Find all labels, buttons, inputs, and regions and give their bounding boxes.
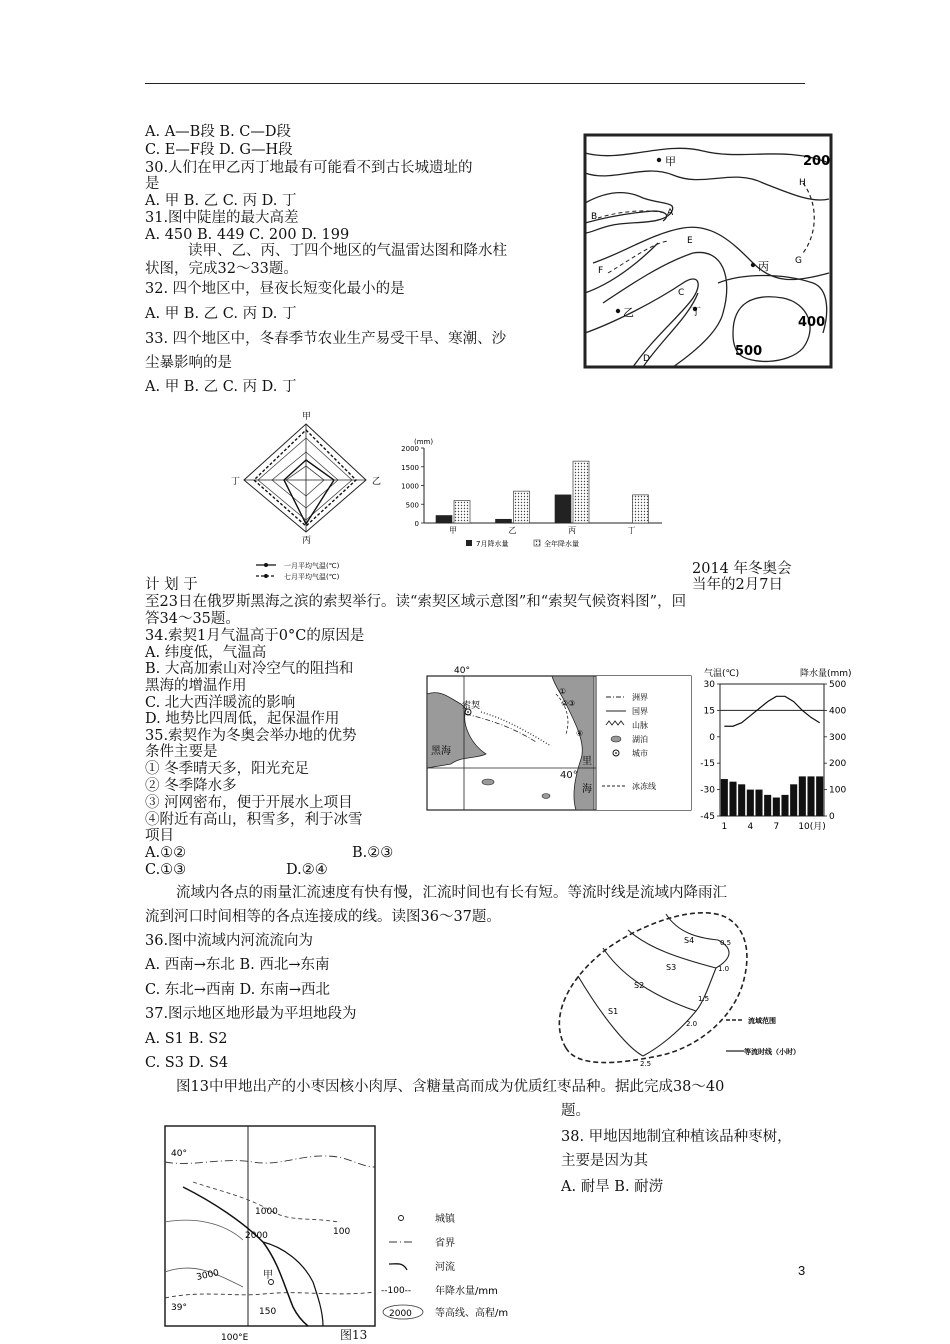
rain-tick-label: 500 bbox=[829, 680, 847, 690]
legend-lake-label: 湖泊 bbox=[632, 735, 648, 744]
climate-rain-bars bbox=[721, 776, 823, 816]
label-caspian-1: 里 bbox=[582, 756, 592, 767]
lake-2 bbox=[542, 794, 550, 799]
bar-year-0 bbox=[454, 501, 470, 524]
bar-bars bbox=[436, 461, 649, 523]
rain-bar-6 bbox=[764, 795, 771, 816]
q33-stem: 33. 四个地区中，冬春季节农业生产易受干旱、寒潮、沙 bbox=[145, 331, 507, 347]
contour-lines bbox=[585, 148, 829, 367]
rain-bar-10 bbox=[799, 776, 806, 816]
legend-country-label: 国界 bbox=[632, 707, 648, 716]
q33-options: A. 甲 B. 乙 C. 丙 D. 丁 bbox=[145, 379, 297, 395]
point-jia bbox=[657, 158, 661, 162]
bar-y-unit: (mm) bbox=[414, 438, 434, 446]
isohyet-150 bbox=[165, 1292, 375, 1298]
q36-options-ab: A. 西南→东北 B. 西北→东南 bbox=[145, 957, 330, 973]
radar-label-top: 甲 bbox=[302, 412, 312, 422]
rain-tick-label: 300 bbox=[829, 732, 847, 743]
q32-intro-cont: 状图，完成32～33题。 bbox=[145, 261, 298, 277]
legend-river-label: 河流 bbox=[435, 1262, 455, 1273]
q34-intro-b: 计 划 于 bbox=[145, 577, 198, 593]
rain-bar-1 bbox=[721, 779, 728, 816]
climate-temp-title: 气温(℃) bbox=[704, 669, 740, 679]
radar-chart bbox=[231, 411, 381, 581]
q30-options: A. 甲 B. 乙 C. 丙 D. 丁 bbox=[145, 193, 297, 209]
label-f: F bbox=[598, 266, 604, 276]
q35-item-4: ④附近有高山，积雪多，利于冰雪 bbox=[145, 812, 363, 828]
label-lat-40-right: 40° bbox=[560, 770, 578, 781]
temp-tick-label: -30 bbox=[700, 785, 715, 796]
fig13-label-150: 150 bbox=[259, 1307, 277, 1317]
month-tick-label: 10(月) bbox=[798, 822, 826, 832]
fig13-contour-1000: 1000 bbox=[255, 1207, 278, 1217]
label-caspian-2: 海 bbox=[582, 784, 592, 795]
q34-intro-e: 答34～35题。 bbox=[145, 611, 240, 627]
rain-bar-8 bbox=[781, 795, 788, 816]
bar-y-tick-label: 0 bbox=[414, 520, 419, 528]
bar-y-tick-label: 2000 bbox=[401, 445, 419, 453]
q37-options-cd: C. S3 D. S4 bbox=[145, 1055, 229, 1071]
legend-contour-sample: 2000 bbox=[389, 1309, 412, 1319]
q36-intro-cont: 流到河口时间相等的各点连接成的线。读图36～37题。 bbox=[145, 909, 501, 925]
q35-option-a: A.①② bbox=[145, 845, 187, 861]
radar-grid-4 bbox=[286, 466, 324, 496]
label-num-3: ③ bbox=[568, 699, 576, 708]
q36-options-cd: C. 东北→西南 D. 东南→西北 bbox=[145, 982, 331, 998]
q35-stem: 35.索契作为冬奥会举办地的优势 bbox=[145, 728, 357, 744]
fig13-contour-3000: 3000 bbox=[195, 1268, 221, 1283]
rain-tick-label: 400 bbox=[829, 706, 847, 717]
lake-1 bbox=[482, 779, 494, 785]
label-num-2: ② bbox=[561, 699, 569, 708]
figure-13-caption: 图13 bbox=[340, 1328, 368, 1342]
bar-x-tick-label: 丁 bbox=[627, 526, 636, 535]
q32-options: A. 甲 B. 乙 C. 丙 D. 丁 bbox=[145, 306, 297, 322]
legend-isohyet-label: 年降水量/mm bbox=[435, 1286, 498, 1297]
q33-stem-cont: 尘暴影响的是 bbox=[145, 355, 232, 371]
legend-jul-label: 七月平均气温(℃) bbox=[284, 573, 340, 581]
climate-rain-title: 降水量(mm) bbox=[800, 669, 852, 679]
rain-bar-7 bbox=[773, 798, 780, 816]
label-s3: S3 bbox=[666, 963, 677, 972]
bar-legend-year-label: 全年降水量 bbox=[544, 540, 579, 548]
label-bing: 丙 bbox=[758, 260, 769, 273]
q31-options: A. 450 B. 449 C. 200 D. 199 bbox=[145, 227, 350, 243]
continent-boundary bbox=[466, 714, 536, 742]
q34-intro-d: 至23日在俄罗斯黑海之滨的索契举行。读“索契区域示意图”和“索契气候资料图”，回 bbox=[145, 594, 687, 610]
fig13-contour-2000: 2000 bbox=[245, 1231, 268, 1241]
legend-river-symbol bbox=[389, 1264, 407, 1270]
q37-options-ab: A. S1 B. S2 bbox=[145, 1031, 228, 1047]
temp-tick-label: -15 bbox=[700, 759, 715, 770]
temp-tick-label: 15 bbox=[703, 706, 715, 717]
q32-stem: 32. 四个地区中，昼夜长短变化最小的是 bbox=[145, 281, 405, 297]
radar-grid-outer bbox=[244, 424, 366, 532]
label-ding: 丁 bbox=[691, 307, 701, 318]
label-400: 400 bbox=[798, 315, 826, 330]
bar-jul-0 bbox=[436, 516, 452, 524]
radar-label-bottom: 丙 bbox=[302, 536, 312, 546]
fig13-label-100: 100 bbox=[333, 1227, 351, 1237]
legend-continent-label: 洲界 bbox=[632, 693, 648, 702]
watershed-isochrone-map bbox=[548, 908, 816, 1068]
bar-x-ticks bbox=[449, 526, 636, 535]
fig13-frame bbox=[165, 1126, 375, 1326]
rain-tick-label: 0 bbox=[829, 812, 835, 822]
q37-stem: 37.图示地区地形最为平坦地段为 bbox=[145, 1006, 357, 1022]
legend-town-symbol bbox=[399, 1216, 404, 1221]
q38-stem: 38. 甲地因地制宜种植该品种枣树， bbox=[561, 1129, 792, 1145]
legend-city-dot bbox=[615, 752, 617, 754]
watershed-boundary bbox=[559, 913, 747, 1063]
month-tick-label: 1 bbox=[721, 822, 728, 832]
temp-tick-label: 30 bbox=[703, 680, 715, 690]
bar-year-2 bbox=[573, 461, 589, 523]
label-a: A bbox=[667, 208, 674, 218]
legend-jan-marker bbox=[264, 563, 268, 567]
legend-lake-symbol bbox=[611, 736, 621, 742]
q38-stem-cont: 主要是因为其 bbox=[561, 1153, 648, 1169]
bar-y-tick-label: 1500 bbox=[401, 463, 419, 472]
rain-bar-4 bbox=[747, 790, 754, 816]
label-sochi: 索契 bbox=[462, 701, 481, 711]
legend-range-label: 流域范围 bbox=[748, 1017, 776, 1025]
label-b: B bbox=[591, 212, 598, 222]
bar-y-tick-label: 500 bbox=[405, 501, 419, 510]
q34-option-b-cont: 黑海的增温作用 bbox=[145, 678, 247, 694]
q36-stem: 36.图中流域内河流流向为 bbox=[145, 933, 314, 949]
temp-tick-label: -45 bbox=[700, 812, 715, 822]
rain-bar-5 bbox=[755, 790, 762, 816]
legend-town-label: 城镇 bbox=[435, 1214, 455, 1225]
q30-stem-cont: 是 bbox=[145, 176, 160, 192]
contour-2000 bbox=[165, 1220, 243, 1240]
legend-iso-label: 等流时线（小时） bbox=[744, 1048, 800, 1056]
q34-stem: 34.索契1月气温高于0°C的原因是 bbox=[145, 628, 365, 644]
label-200: 200 bbox=[803, 154, 831, 169]
q34-option-a: A. 纬度低，气温高 bbox=[145, 645, 267, 661]
q34-intro-c: 当年的2月7日 bbox=[692, 577, 783, 593]
sochi-region-map bbox=[426, 664, 692, 812]
label-t20: 2.0 bbox=[686, 1020, 698, 1028]
fig13-lat-39: 39° bbox=[171, 1303, 187, 1313]
label-s4: S4 bbox=[684, 936, 695, 945]
bar-x-tick-label: 乙 bbox=[508, 526, 517, 535]
fig13-lon-100e: 100°E bbox=[221, 1333, 249, 1343]
province-boundary bbox=[165, 1156, 375, 1167]
label-t25: 2.5 bbox=[640, 1060, 652, 1068]
route-g-h bbox=[803, 183, 814, 253]
point-yi bbox=[616, 309, 620, 313]
bar-legend-jul-label: 7月降水量 bbox=[476, 540, 509, 548]
precip-bar-chart bbox=[401, 438, 662, 548]
page-number: 3 bbox=[798, 1263, 806, 1278]
isochrone-lines bbox=[578, 914, 732, 1056]
label-num-1: ① bbox=[559, 687, 567, 696]
legend-freeze-label: 冰冻线 bbox=[632, 782, 656, 791]
q31-stem: 31.图中陡崖的最大高差 bbox=[145, 210, 299, 226]
label-e: E bbox=[687, 236, 693, 246]
city-sochi-dot bbox=[467, 711, 469, 713]
q29-options-cd: C. E—F段 D. G—H段 bbox=[145, 142, 293, 158]
bar-year-3 bbox=[633, 495, 649, 523]
header-rule bbox=[145, 83, 805, 84]
bar-x-tick-label: 甲 bbox=[449, 526, 457, 535]
label-t15: 1.5 bbox=[698, 995, 710, 1003]
climate-temp-curve bbox=[724, 696, 819, 726]
q38-options: A. 耐旱 B. 耐涝 bbox=[561, 1179, 664, 1195]
label-black-sea: 黑海 bbox=[431, 746, 451, 757]
q35-item-3: ③ 河网密布，便于开展水上项目 bbox=[145, 795, 353, 811]
radar-label-left: 丁 bbox=[231, 477, 241, 487]
bar-x-tick-label: 丙 bbox=[568, 526, 576, 535]
label-d: D bbox=[643, 354, 650, 364]
rain-bar-3 bbox=[738, 784, 745, 816]
q35-option-c: C.①③ bbox=[145, 862, 187, 878]
q34-option-b: B. 大高加索山对冷空气的阻挡和 bbox=[145, 661, 354, 677]
caucasus-range bbox=[481, 712, 551, 746]
label-t05: 0.5 bbox=[720, 939, 732, 947]
bar-legend-year-swatch bbox=[534, 540, 540, 546]
q34-option-d: D. 地势比四周低，起保温作用 bbox=[145, 711, 340, 727]
sochi-climate-chart bbox=[690, 664, 860, 836]
legend-isohyet-sample: --100-- bbox=[381, 1286, 412, 1296]
q35-stem-cont: 条件主要是 bbox=[145, 744, 218, 760]
q36-intro: 流域内各点的雨量汇流速度有快有慢，汇流时间也有长有短。等流时线是流域内降雨汇 bbox=[176, 885, 727, 901]
bar-jul-1 bbox=[496, 519, 512, 523]
bar-y-ticks bbox=[401, 445, 424, 528]
label-num-4: ④ bbox=[576, 729, 584, 738]
bar-jul-2 bbox=[555, 495, 571, 523]
q35-item-4-cont: 项目 bbox=[145, 828, 174, 844]
label-h: H bbox=[799, 178, 806, 188]
fig13-label-jia: 甲 bbox=[263, 1270, 273, 1281]
label-c: C bbox=[678, 288, 685, 298]
legend-jul-marker bbox=[264, 574, 268, 578]
q35-item-1: ① 冬季晴天多，阳光充足 bbox=[145, 761, 310, 777]
legend-jan-label: 一月平均气温(℃) bbox=[284, 562, 340, 570]
rain-tick-label: 200 bbox=[829, 759, 847, 770]
radar-label-right: 乙 bbox=[372, 477, 382, 487]
label-lat-40-top: 40° bbox=[454, 666, 470, 676]
label-yi: 乙 bbox=[623, 306, 634, 319]
radar-and-bar-figure bbox=[226, 408, 636, 590]
rain-bar-12 bbox=[816, 776, 823, 816]
label-g: G bbox=[795, 256, 802, 266]
q34-intro-a: 2014 年冬奥会 bbox=[692, 561, 792, 577]
radar-july-series bbox=[254, 430, 356, 526]
bar-year-1 bbox=[514, 491, 530, 523]
rain-bar-9 bbox=[790, 784, 797, 816]
temp-tick-label: 0 bbox=[709, 732, 715, 743]
label-jia: 甲 bbox=[665, 155, 676, 168]
legend-contour-label: 等高线、高程/m bbox=[435, 1308, 509, 1319]
bar-y-tick-label: 1000 bbox=[401, 482, 419, 491]
label-500: 500 bbox=[735, 344, 763, 359]
month-tick-label: 7 bbox=[773, 822, 780, 832]
q38-intro: 图13中甲地出产的小枣因核小肉厚、含糖量高而成为优质红枣品种。据此完成38～40 bbox=[176, 1079, 725, 1095]
q35-item-2: ② 冬季降水多 bbox=[145, 778, 237, 794]
q32-intro: 读甲、乙、丙、丁四个地区的气温雷达图和降水柱 bbox=[188, 243, 507, 259]
month-tick-label: 4 bbox=[747, 822, 754, 832]
q35-option-b: B.②③ bbox=[352, 845, 394, 861]
legend-province-label: 省界 bbox=[435, 1238, 455, 1249]
rain-bar-2 bbox=[729, 782, 736, 816]
q30-stem: 30.人们在甲乙丙丁地最有可能看不到古长城遗址的 bbox=[145, 160, 473, 176]
river-main bbox=[183, 1187, 308, 1326]
rain-bar-11 bbox=[807, 776, 814, 816]
q29-options-ab: A. A—B段 B. C—D段 bbox=[145, 124, 292, 140]
contour-map bbox=[583, 133, 835, 371]
fig13-lat-40: 40° bbox=[171, 1149, 187, 1159]
bar-legend-jul-swatch bbox=[466, 540, 472, 546]
point-bing bbox=[751, 263, 755, 267]
label-s2: S2 bbox=[634, 981, 645, 990]
q34-option-c: C. 北大西洋暖流的影响 bbox=[145, 695, 296, 711]
q35-option-d: D.②④ bbox=[286, 862, 328, 878]
legend-city-label: 城市 bbox=[632, 749, 648, 758]
legend-mountain-label: 山脉 bbox=[632, 721, 648, 730]
label-t10: 1.0 bbox=[718, 965, 730, 973]
figure-13-map bbox=[163, 1122, 553, 1344]
q38-intro-cont: 题。 bbox=[561, 1103, 590, 1119]
label-s1: S1 bbox=[608, 1007, 619, 1016]
rain-tick-label: 100 bbox=[829, 785, 847, 796]
radar-grid-2 bbox=[258, 438, 352, 520]
